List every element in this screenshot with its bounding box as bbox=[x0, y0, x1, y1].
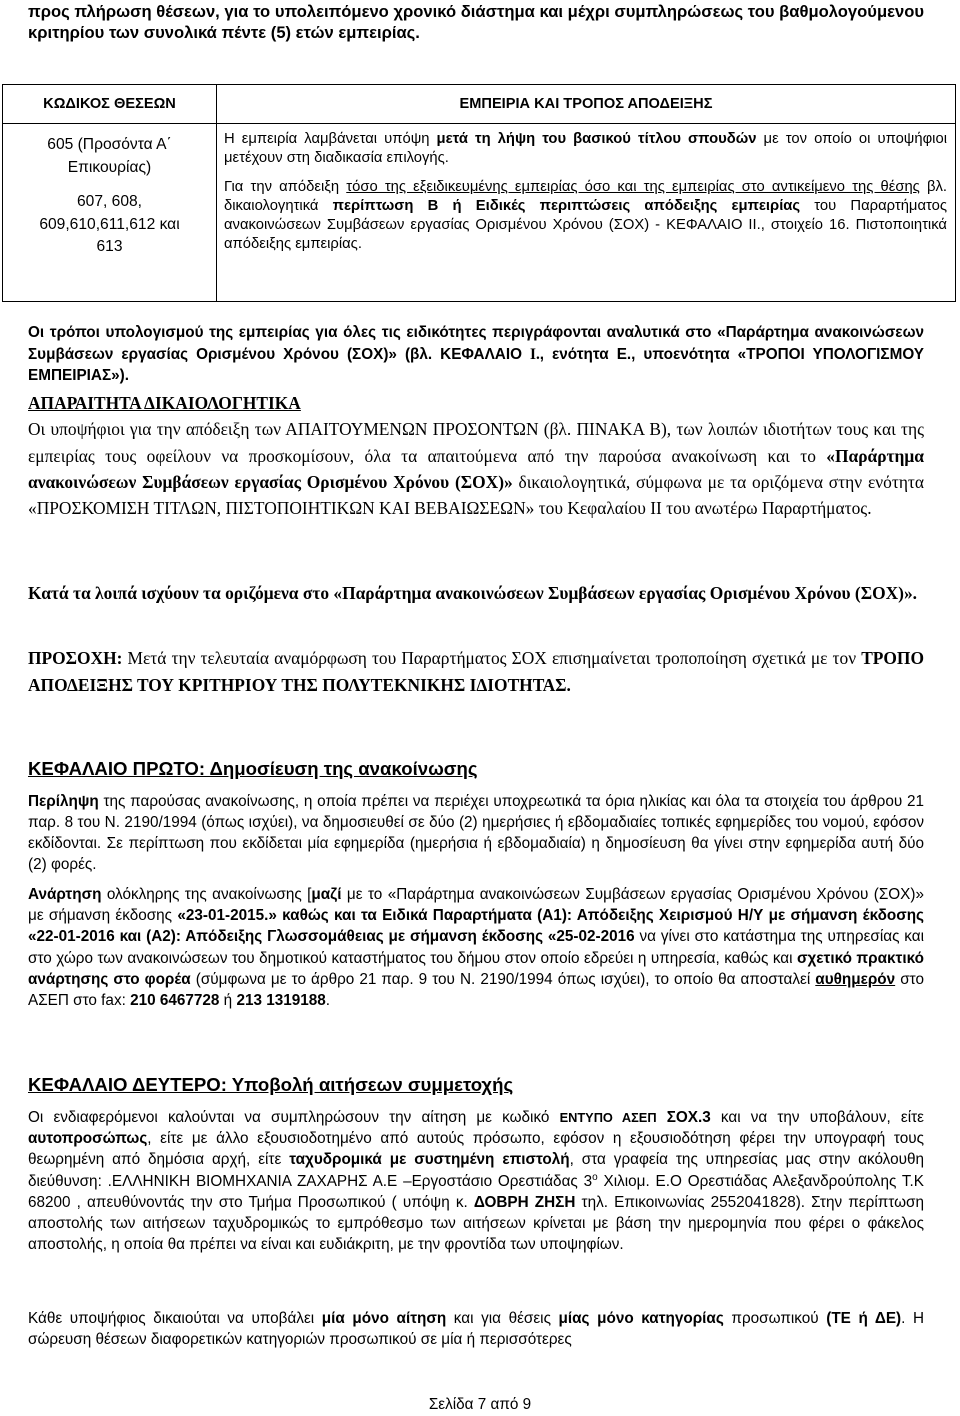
code-line: 613 bbox=[96, 238, 123, 255]
summary-label: Περίληψη bbox=[28, 793, 99, 810]
text-run: προσωπικού bbox=[723, 1310, 827, 1327]
table-row bbox=[3, 124, 956, 302]
required-documents-text bbox=[28, 416, 924, 521]
text-run: Οι υποψήφιοι για την απόδειξη των ΑΠΑΙΤΟΥΜΕΝΩΝ ΠΡΟΣΟΝΤΩΝ (βλ. ΠΙΝΑΚΑ Β), των λοιπών ιδιοτήτων τους και της εμπειρίας τους οφείλουν να προσκομίσουν, όλα τα απαιτούμενα από την παρούσα ανακοίνωση και το bbox=[28, 419, 924, 466]
text-run: . Η σώρευση θέσεων διαφορετικών κατηγοριών προσωπικού σε μία ή περισσότερες bbox=[28, 1310, 925, 1349]
text-run-bold: αυτοπροσώπως bbox=[28, 1130, 148, 1148]
intro-paragraph: προς πλήρωση θέσεων, για το υπολειπόμενο χρονικό διάστημα και μέχρι συμπληρώσεως του βαθμολογούμενου κριτηρίου των συνολικά πέντε (5) ετών εμπειρίας. bbox=[28, 2, 924, 42]
text-run: τηλ. Επικοινωνίας 2552041828). Στην περίπτωση αποστολής των αιτήσεων ταχυδρομικώς το εμπρόθεσμο των αιτήσεων κρίνεται με βάση την ημερομηνία που φέρει ο φάκελος αποστολής, η οποία θα πρέπει να είναι και ευδιάκριτη, με την φροντίδα των υποψηφίων. bbox=[28, 1193, 924, 1254]
text-run-bold: «23-01-2015. bbox=[177, 907, 269, 925]
text-run-bold: μετά τη λήψη του βασικού τίτλου σπουδών bbox=[436, 131, 757, 147]
summary-paragraph bbox=[28, 791, 924, 875]
text-run-bold-underlined: αυθημερόν bbox=[815, 970, 896, 988]
text-run-roman: Ι. bbox=[530, 345, 540, 363]
text-run: ή bbox=[219, 992, 237, 1010]
posting-paragraph bbox=[28, 884, 924, 1011]
fax-number: 210 6467728 bbox=[130, 992, 220, 1010]
text-run-bold: περίπτωση Β ή Ειδικές περιπτώσεις απόδειξης εμπειρίας bbox=[332, 198, 801, 214]
text-run: στο ΑΣΕΠ στο fax: bbox=[28, 970, 925, 1010]
text-run-bold: μία μόνο αίτηση bbox=[321, 1310, 447, 1327]
page-number-footer: Σελίδα 7 από 9 bbox=[428, 1396, 532, 1413]
text-run: (σύμφωνα με το άρθρο 21 παρ. 9 του Ν. 2190/1994 όπως ισχύει), το οποίο θα αποσταλεί bbox=[190, 970, 816, 988]
text-run: Οι τρόποι υπολογισμού της εμπειρίας για όλες τις ειδικότητες περιγράφονται αναλυτικά στο «Παράρτημα ανακοινώσεων Συμβάσεων εργασίας Ορισμένου Χρόνου (ΣΟΧ)» (βλ. ΚΕΦΑΛΑΙΟ bbox=[28, 324, 924, 363]
table-header-row bbox=[3, 85, 956, 124]
header-codes: ΚΩΔΙΚΟΣ ΘΕΣΕΩΝ bbox=[3, 85, 217, 124]
header-experience: ΕΜΠΕΙΡΙΑ ΚΑΙ ΤΡΟΠΟΣ ΑΠΟΔΕΙΞΗΣ bbox=[217, 85, 956, 124]
text-run-bold: σχετικό πρακτικό ανάρτησης στο φορέα bbox=[28, 949, 924, 988]
required-documents-section bbox=[28, 390, 924, 521]
position-codes-cell bbox=[3, 124, 217, 302]
text-run-bold: μίας μόνο κατηγορίας bbox=[558, 1310, 724, 1327]
code-line: 605 (Προσόντα Α΄ bbox=[47, 136, 172, 153]
posting-label: Ανάρτηση bbox=[28, 886, 102, 903]
text-run: , είτε με άλλο εξουσιοδοτημένο από αυτούς πρόσωπο, εφόσον η εξουσιοδότηση φέρει την υπογραφή τους θεωρημένη από δημόσια αρχή, είτε bbox=[28, 1130, 924, 1169]
calculation-paragraph bbox=[28, 322, 924, 387]
text-run-bold: » καθώς και τα Ειδικά Παραρτήματα (Α1): Απόδειξης Χειρισμού Η/Υ με σήμανση έκδοσης «22-01-2016 και (Α2): Απόδειξης Γλωσσομάθειας με σήμανση έκδοσης «25-02-2016 bbox=[28, 907, 924, 946]
experience-paragraph bbox=[224, 130, 947, 168]
text-run: ολόκληρης της ανακοίνωσης [ bbox=[101, 886, 312, 903]
text-run: Η εμπειρία λαμβάνεται υπόψη bbox=[224, 131, 437, 147]
form-code: ΣΟΧ.3 bbox=[656, 1109, 711, 1126]
form-name: ΕΝΤΥΠΟ ΑΣΕΠ bbox=[559, 1110, 657, 1125]
experience-table bbox=[2, 84, 956, 302]
text-run: με τον οποίο οι υποψήφιοι μετέχουν στη διαδικασία επιλογής. bbox=[224, 131, 947, 166]
text-run: Για την απόδειξη bbox=[224, 179, 347, 195]
text-run: της παρούσας ανακοίνωσης, η οποία πρέπει να περιέχει υποχρεωτικά τα όρια ηλικίας και όλα τα στοιχεία του άρθρου 21 παρ. 8 του Ν. 2190/1994 (όπως ισχύει), να δημοσιευθεί σε δύο (2) ημερήσιες ή εβδομαδιαίες τοπικές εφημερίδες του νομού, εφόσον εκδίδονται. Σε περίπτωση που εκδίδεται μία εφημερίδα (ημερήσια ή εβδομαδιαία) η δημοσίευση θα γίνει στην εφημερίδα αυτή δύο (2) φορές. bbox=[28, 793, 924, 873]
text-run: Οι ενδιαφερόμενοι καλούνται να συμπληρώσουν την αίτηση με κωδικό bbox=[28, 1109, 560, 1126]
notice-paragraph bbox=[28, 645, 924, 698]
application-paragraph bbox=[28, 1107, 924, 1255]
text-run: Μετά την τελευταία αναμόρφωση του Παραρτήματος ΣΟΧ επισημαίνεται τροποποίηση σχετικά με τον bbox=[122, 648, 862, 668]
rest-paragraph: Κατά τα λοιπά ισχύουν τα οριζόμενα στο «Παράρτημα ανακοινώσεων Συμβάσεων εργασίας Ορισμένου Χρόνου (ΣΟΧ)». bbox=[28, 583, 918, 603]
text-run: . bbox=[325, 992, 331, 1010]
experience-cell bbox=[217, 124, 956, 302]
code-line: 607, 608, bbox=[76, 193, 143, 210]
text-run: , ενότητα Ε., υποενότητα «ΤΡΟΠΟΙ ΥΠΟΛΟΓΙΣΜΟΥ ΕΜΠΕΙΡΙΑΣ»). bbox=[28, 345, 924, 384]
chapter-two-title bbox=[28, 1073, 924, 1097]
proof-paragraph bbox=[224, 178, 947, 254]
chapter-title-text: ΚΕΦΑΛΑΙΟ ΠΡΩΤΟ: Δημοσίευση της ανακοίνωσης bbox=[28, 758, 478, 779]
text-run: , στα γραφεία της υπηρεσίας μας στην ακόλουθη διεύθυνση: .ΕΛΛΗΝΙΚΗ ΒΙΟΜΗΧΑΝΙΑ ΖΑΧΑΡΗΣ Α.Ε –Εργοστάσιο Ορεστιάδας 3 bbox=[28, 1151, 924, 1190]
code-line: 609,610,611,612 και bbox=[39, 215, 180, 233]
text-run-bold: μαζί bbox=[311, 886, 342, 903]
text-run: Κάθε υποψήφιος δικαιούται να υποβάλει bbox=[28, 1310, 322, 1327]
text-run-bold: ΤΡΟΠΟ ΑΠΟΔΕΙΞΗΣ ΤΟΥ ΚΡΙΤΗΡΙΟΥ ΤΗΣ ΠΟΛΥΤΕΚΝΙΚΗΣ ΙΔΙΟΤΗΤΑΣ. bbox=[28, 648, 924, 695]
text-run-bold: (ΤΕ ή ΔΕ) bbox=[826, 1310, 902, 1327]
text-run-bold: «Παράρτημα ανακοινώσεων Συμβάσεων εργασίας Ορισμένου Χρόνου (ΣΟΧ)» bbox=[28, 445, 924, 492]
fax-number: 213 1319188 bbox=[236, 992, 326, 1010]
text-run: βλ. δικαιολογητικά bbox=[224, 179, 947, 214]
text-run: του Παραρτήματος ανακοινώσεων Συμβάσεων εργασίας Ορισμένου Χρόνου (ΣΟΧ) - ΚΕΦΑΛΑΙΟ ΙΙ., στοιχείο 16. Πιστοποιητικά απόδειξης εμπειρίας. bbox=[224, 198, 947, 252]
text-run-underlined: τόσο της εξειδικευμένης εμπειρίας όσο και της εμπειρίας στο αντικείμενο της θέσης bbox=[346, 179, 920, 195]
text-run-bold: ταχυδρομικά με συστημένη επιστολή bbox=[289, 1151, 570, 1169]
text-run: να γίνει στο κατάστημα της υπηρεσίας και στο χώρο των ανακοινώσεων του δημοτικού καταστήματος του δήμου στον οποίο εδρεύει η υπηρεσία, καθώς και bbox=[28, 928, 924, 967]
text-run: Χιλιομ. Ε.Ο Ορεστιάδας Αλεξανδρούπολης Τ.Κ 68200 , απευθύνοντάς την στο Τμήμα Προσωπικού ( υπόψη κ. bbox=[28, 1172, 924, 1211]
code-line: Επικουρίας) bbox=[67, 158, 152, 176]
notice-label: ΠΡΟΣΟΧΗ: bbox=[28, 648, 123, 668]
required-documents-heading: ΑΠΑΡΑΙΤΗΤΑ ΔΙΚΑΙΟΛΟΓΗΤΙΚΑ bbox=[28, 393, 301, 413]
text-run: και για θέσεις bbox=[446, 1310, 559, 1327]
text-run: και να την υποβάλουν, είτε bbox=[710, 1109, 924, 1126]
chapter-one-title bbox=[28, 757, 924, 781]
single-application-paragraph bbox=[28, 1308, 924, 1350]
superscript: ο bbox=[592, 1171, 598, 1183]
contact-name: ΔΟΒΡΗ ΖΗΣΗ bbox=[473, 1193, 576, 1211]
chapter-title-text: ΚΕΦΑΛΑΙΟ ΔΕΥΤΕΡΟ: Υποβολή αιτήσεων συμμετοχής bbox=[28, 1074, 514, 1095]
text-run: με το «Παράρτημα ανακοινώσεων Συμβάσεων εργασίας Ορισμένου Χρόνου (ΣΟΧ)» με σήμανση έκδοσης bbox=[28, 886, 924, 925]
text-run: δικαιολογητικά, σύμφωνα με τα οριζόμενα στην ενότητα «ΠΡΟΣΚΟΜΙΣΗ ΤΙΤΛΩΝ, ΠΙΣΤΟΠΟΙΗΤΙΚΩΝ ΚΑΙ ΒΕΒΑΙΩΣΕΩΝ» του Κεφαλαίου ΙΙ του ανωτέρω Παραρτήματος. bbox=[28, 471, 925, 519]
